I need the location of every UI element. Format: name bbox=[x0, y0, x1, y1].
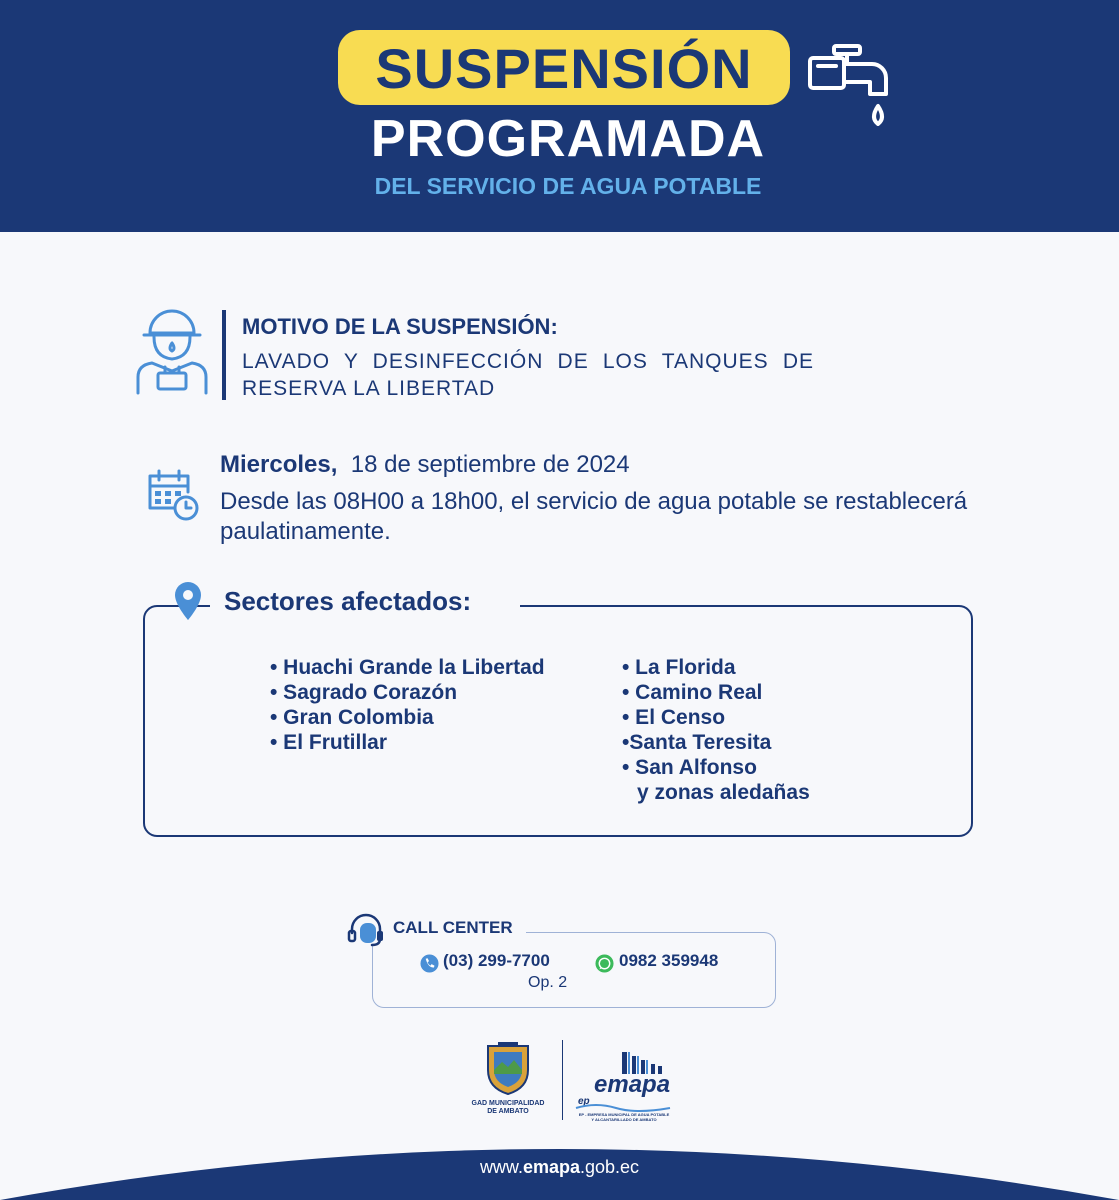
calendar-clock-icon bbox=[144, 466, 200, 522]
list-item: • Huachi Grande la Libertad bbox=[270, 656, 545, 679]
svg-text:ep: ep bbox=[578, 1096, 590, 1107]
motivo-text: LAVADO Y DESINFECCIÓN DE LOS TANQUES DE RESERVA LA LIBERTAD bbox=[242, 350, 814, 400]
page-title-line2: PROGRAMADA bbox=[370, 110, 766, 168]
phone-icon bbox=[420, 954, 439, 973]
phone-number[interactable]: (03) 299-7700 bbox=[443, 951, 550, 970]
list-item: • Sagrado Corazón bbox=[270, 681, 458, 704]
sectors-column-2 bbox=[622, 655, 810, 805]
schedule-day: Miercoles, bbox=[220, 451, 338, 478]
schedule-text: Desde las 08H00 a 18h00, el servicio de agua potable se restablecerá paulatinamente. bbox=[220, 488, 968, 545]
list-item: • El Censo bbox=[622, 706, 726, 729]
motivo-divider bbox=[222, 310, 226, 400]
logo-divider bbox=[562, 1040, 563, 1120]
whatsapp-icon bbox=[595, 954, 614, 973]
page-subtitle: DEL SERVICIO DE AGUA POTABLE bbox=[374, 173, 762, 199]
schedule-date bbox=[220, 450, 630, 480]
list-item: • San Alfonso bbox=[622, 756, 757, 779]
faucet-icon bbox=[806, 38, 892, 138]
headset-icon bbox=[346, 913, 386, 947]
whatsapp-number[interactable]: 0982 359948 bbox=[619, 951, 719, 970]
list-item: • Camino Real bbox=[622, 681, 763, 704]
list-item: •Santa Teresita bbox=[622, 731, 772, 754]
call-center-label: CALL CENTER bbox=[393, 918, 513, 937]
website-link[interactable]: www.emapa.gob.ec bbox=[479, 1157, 640, 1177]
location-pin-icon bbox=[172, 580, 204, 622]
svg-text:emapa: emapa bbox=[594, 1071, 671, 1098]
list-item: • La Florida bbox=[622, 656, 736, 679]
phone-option: Op. 2 bbox=[528, 974, 568, 991]
schedule-date-text: 18 de septiembre de 2024 bbox=[350, 451, 630, 478]
list-item: y zonas aledañas bbox=[637, 781, 810, 804]
list-item: • El Frutillar bbox=[270, 731, 388, 754]
sectors-heading: Sectores afectados: bbox=[224, 586, 472, 616]
emapa-subtitle: EP - EMPRESA MUNICIPAL DE AGUA POTABLE Y ALCANTARILLADO DE AMBATO bbox=[578, 1112, 670, 1122]
worker-icon bbox=[132, 305, 212, 395]
sectors-box bbox=[143, 605, 973, 837]
gad-ambato-name: GAD MUNICIPALIDAD DE AMBATO bbox=[471, 1100, 545, 1115]
sectors-column-1 bbox=[270, 655, 545, 755]
page-title: SUSPENSIÓN bbox=[375, 37, 753, 100]
ambato-seal-logo bbox=[484, 1040, 532, 1096]
emapa-logo bbox=[574, 1046, 672, 1112]
list-item: • Gran Colombia bbox=[270, 706, 434, 729]
motivo-heading: MOTIVO DE LA SUSPENSIÓN: bbox=[242, 314, 558, 339]
